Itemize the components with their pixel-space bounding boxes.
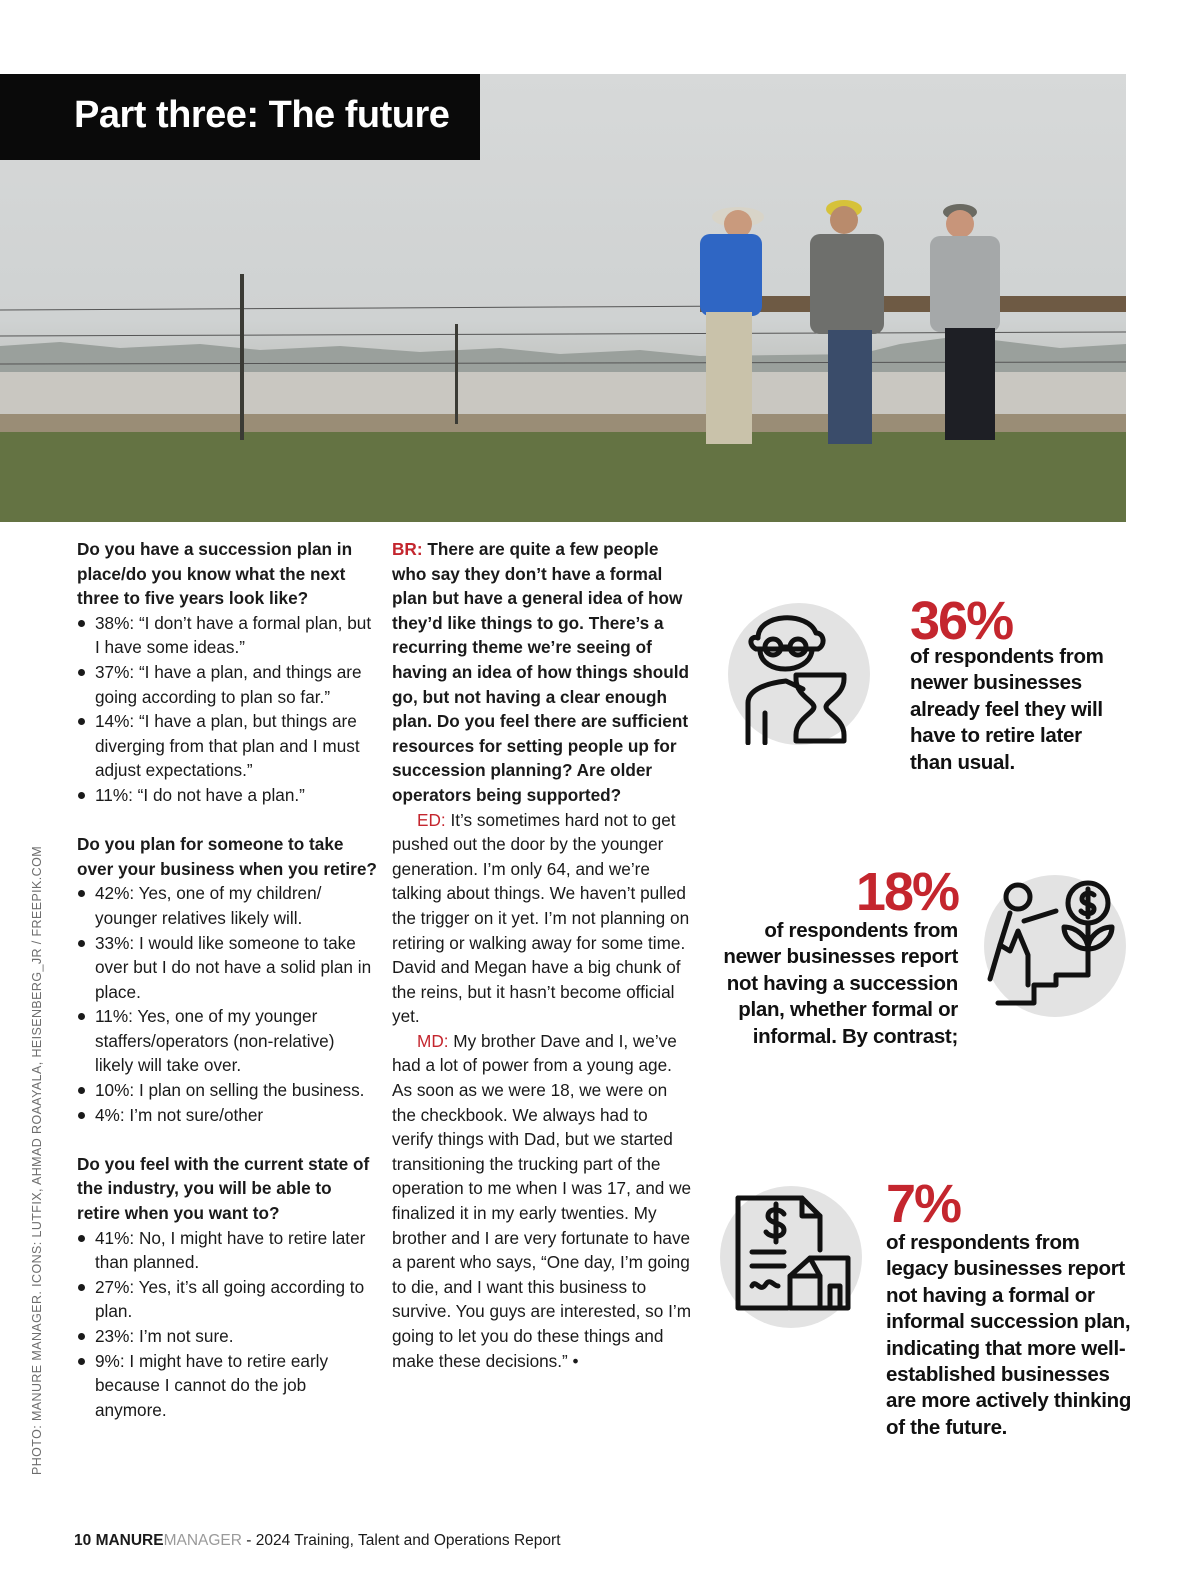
answer-item: 10%: I plan on selling the business. [77,1078,377,1103]
interview-paragraph [392,1029,692,1373]
speaker-label: ED: [417,809,446,830]
answer-item: 37%: “I have a plan, and things are going according to plan so far.” [77,660,377,709]
answer-list [77,1226,377,1423]
photo-credit: PHOTO: MANURE MANAGER. ICONS: LUTFIX, AHMAD ROAAYALA, HEISENBERG_JR / FREEPIK.COM [30,845,44,1475]
interview-text: It’s sometimes hard not to get pushed out the door by the younger generation. I’m only 64, and we’re talking about things. We haven’t pulled the trigger on it yet. I’m not planning on retiring or walking away for some time. David and Megan have a big chunk of the reins, but it hasn’t become official yet. [392,809,690,1027]
stat-text: of respondents from newer businesses already feel they will have to retire later than usual. [910,645,1104,774]
survey-block [77,832,377,1127]
answer-item: 23%: I’m not sure. [77,1324,377,1349]
deed-house-icon [720,1186,862,1328]
magazine-name-bold: MANURE [95,1532,164,1549]
page-number: 10 [74,1532,92,1549]
answer-item: 11%: Yes, one of my younger staffers/operators (non-relative) likely will take over. [77,1004,377,1078]
answer-item: 9%: I might have to retire early because I cannot do the job anymore. [77,1349,377,1423]
survey-question: Do you have a succession plan in place/do you know what the next three to five years look like? [77,539,353,609]
answer-list [77,611,377,808]
retiree-hourglass-icon [728,603,870,745]
stat-value: 18% [855,862,958,922]
answer-list [77,881,377,1127]
issue-title: - 2024 Training, Talent and Operations Report [246,1532,561,1549]
answer-item: 33%: I would like someone to take over but I do not have a solid plan in place. [77,931,377,1005]
survey-block [77,1152,377,1423]
answer-item: 41%: No, I might have to retire later than planned. [77,1226,377,1275]
speaker-label: BR: [392,539,423,559]
stat-value: 7% [886,1174,961,1234]
section-title: Part three: The future [74,94,450,136]
stat-text: of respondents from legacy businesses report not having a formal or informal succession plan, indicating that more well-established businesses are more actively thinking of the future. [886,1231,1132,1439]
stat-value: 36% [910,591,1013,651]
survey-column [77,537,377,1422]
answer-item: 14%: “I have a plan, but things are diverging from that plan and I must adjust expectations.” [77,709,377,783]
survey-block [77,537,377,808]
survey-question: Do you feel with the current state of the industry, you will be able to retire when you want to? [77,1153,370,1224]
answer-item: 38%: “I don’t have a formal plan, but I have some ideas.” [77,611,377,660]
interview-paragraph [392,808,692,1029]
answer-item: 42%: Yes, one of my children/ younger relatives likely will. [77,881,377,930]
magazine-name-light: MANAGER [163,1532,242,1549]
answer-item: 4%: I’m not sure/other [77,1103,377,1128]
interview-paragraph [392,537,692,808]
section-title-box [0,74,480,160]
interview-text: My brother Dave and I, we’ve had a lot of power from a young age. As soon as we were 18, we were on the checkbook. We always had to verify things with Dad, but we started transitioning the trucking part of the operation to me when I was 17, and we finalized it in my early twenties. My brother and I are very fortunate to have a parent who says, “One day, I’m going to die, and I want this business to survive. You guys are interested, so I’m going to let you do these things and make these decisions.” • [392,1030,692,1371]
answer-item: 11%: “I do not have a plan.” [77,783,377,808]
survey-question: Do you plan for someone to take over your business when you retire? [77,834,377,879]
page-footer [74,1532,561,1550]
growth-money-plant-icon [984,875,1126,1017]
answer-item: 27%: Yes, it’s all going according to plan. [77,1275,377,1324]
speaker-label: MD: [417,1030,449,1051]
stat-text: of respondents from newer businesses report not having a succession plan, whether formal or informal. By contrast; [723,919,958,1048]
interview-text: There are quite a few people who say they don’t have a formal plan but have a general idea of how they’d like things to go. There’s a recurring theme we’re seeing of having an idea of how things should go, but not having a clear enough plan. Do you feel there are sufficient resources for setting people up for succession planning? Are older operators being supported? [392,539,689,805]
interview-column [392,537,692,1373]
